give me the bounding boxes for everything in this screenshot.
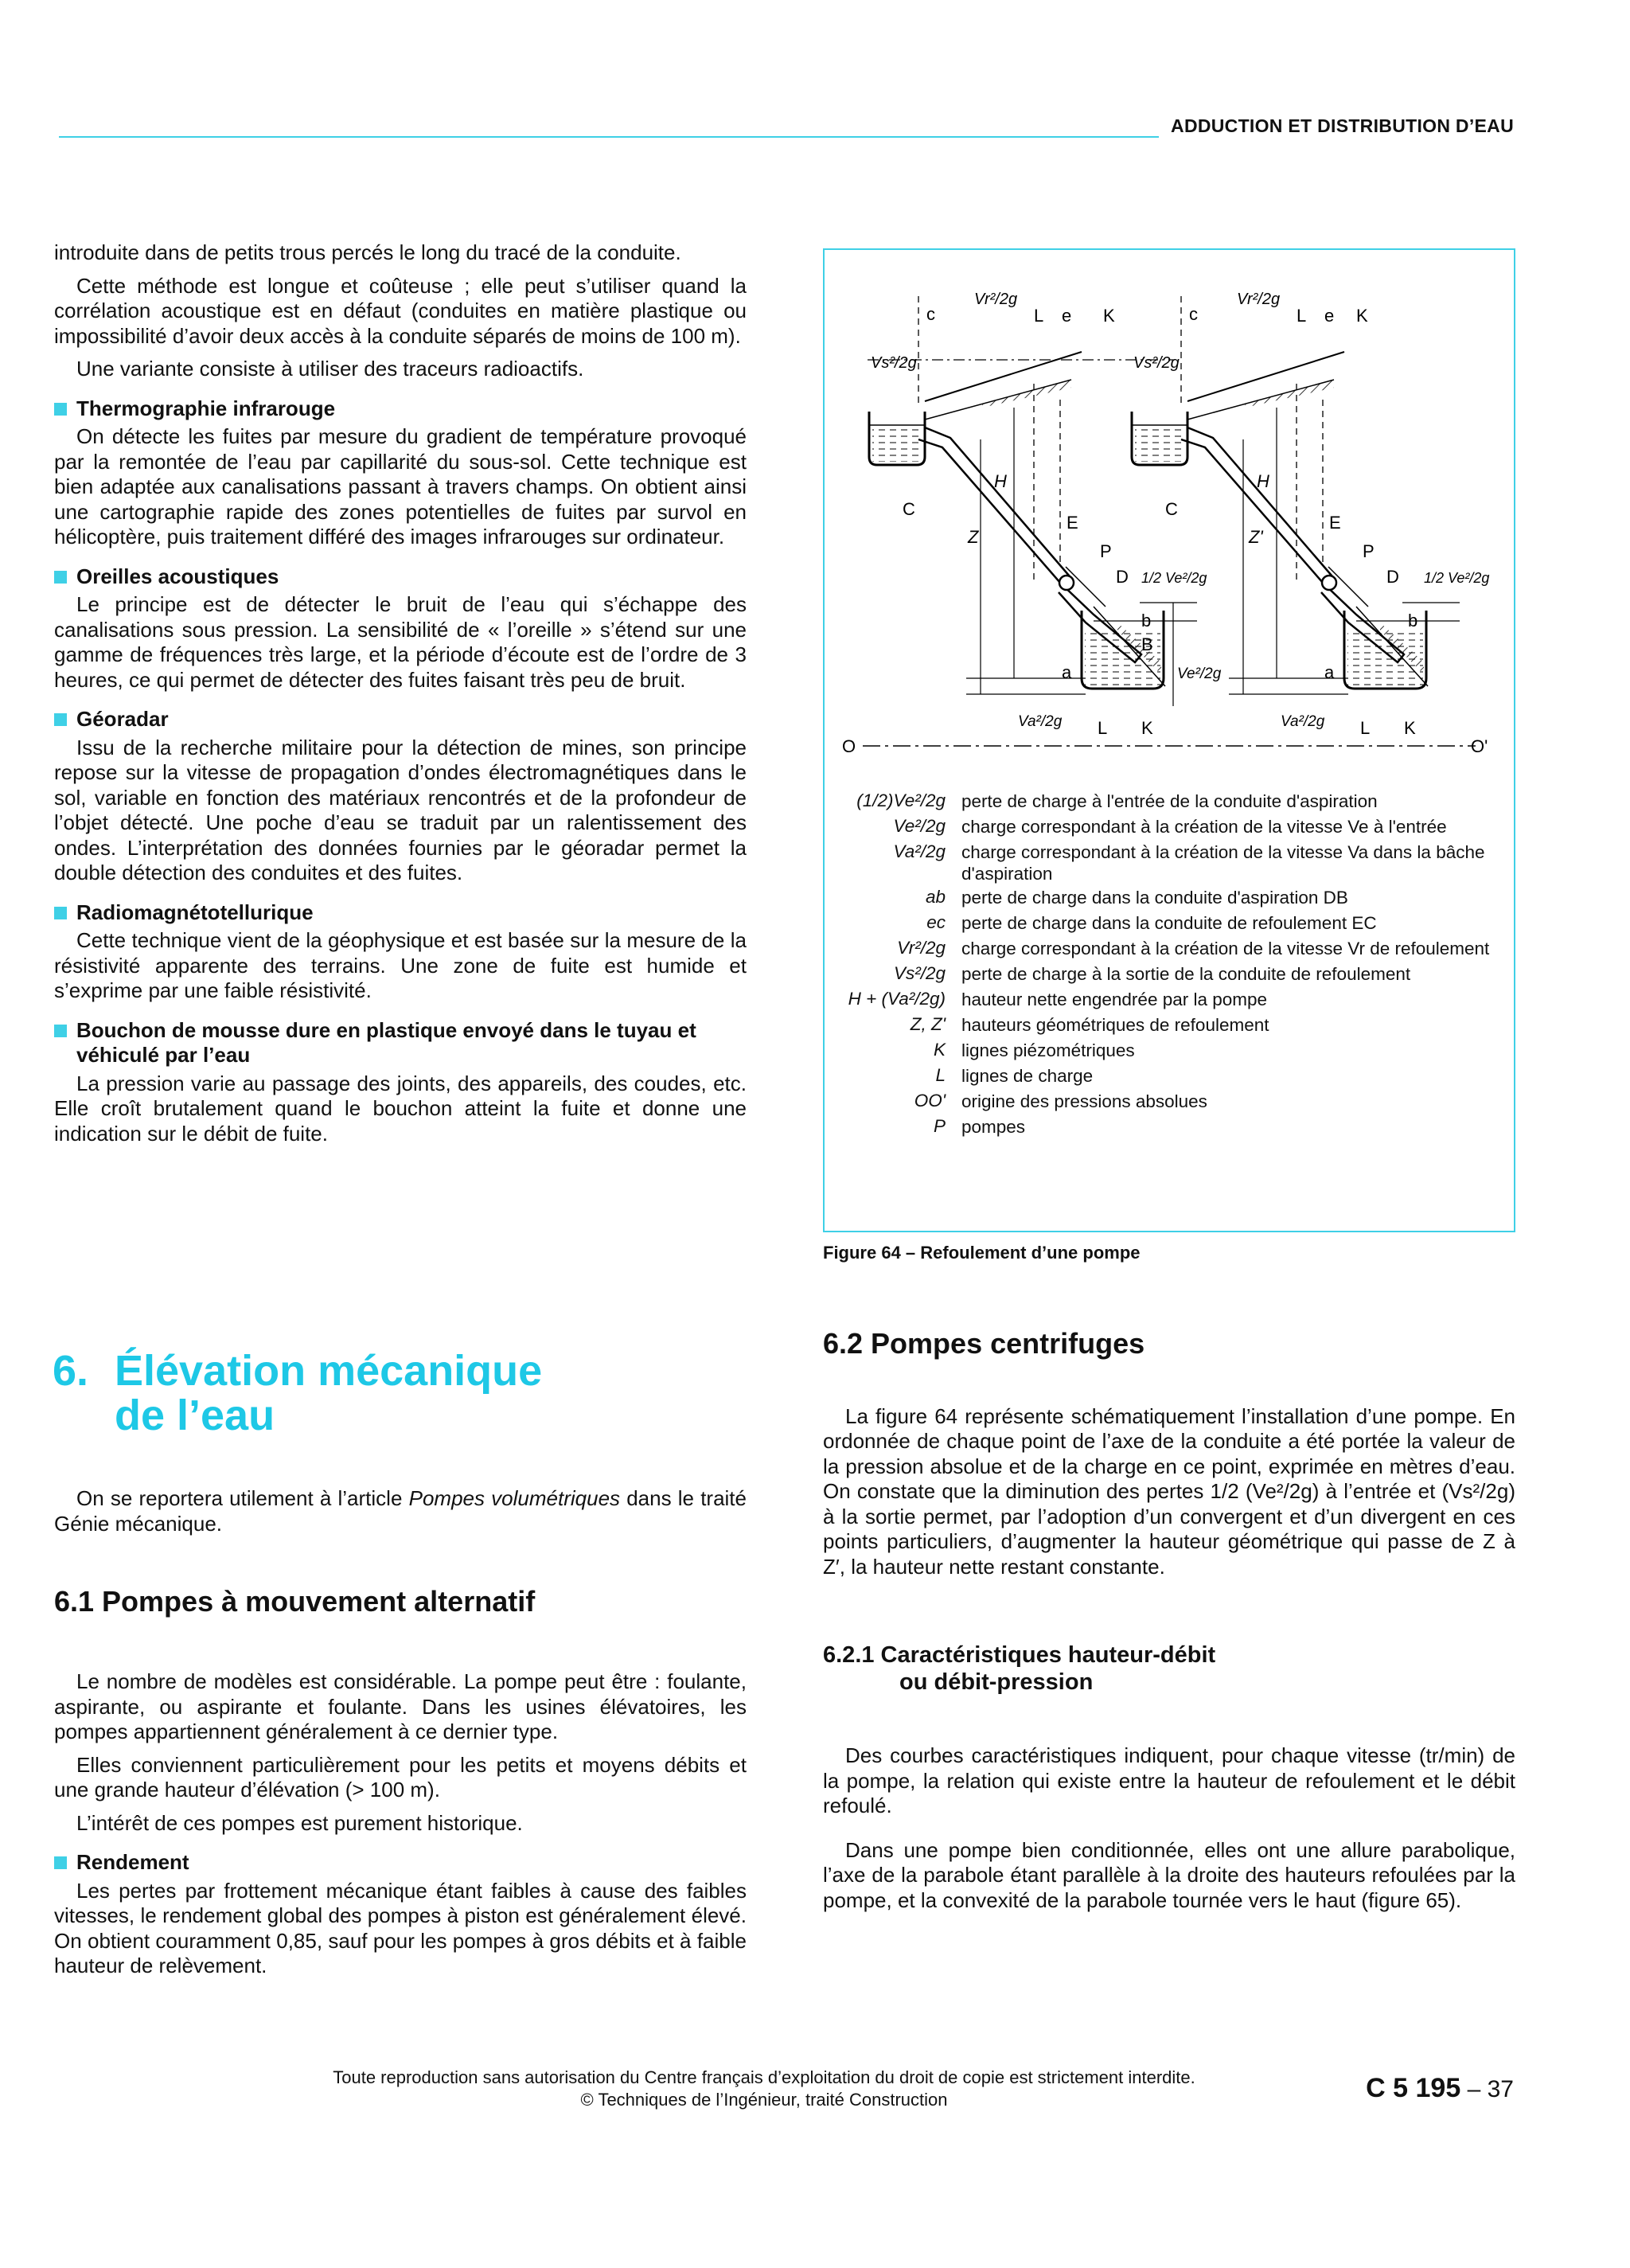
legend-description: lignes de charge <box>961 1066 1094 1086</box>
page-reference: C 5 195 – 37 <box>1366 2073 1514 2103</box>
bullet-heading: Thermographie infrarouge <box>54 396 747 422</box>
svg-text:Va²/2g: Va²/2g <box>1281 713 1325 730</box>
svg-text:K: K <box>1141 718 1153 738</box>
legend-row <box>828 935 1504 961</box>
legend-symbol: Vs²/2g <box>893 963 946 983</box>
paragraph: Cette méthode est longue et coûteuse ; elle peut s’utiliser quand la corrélation acoustique est en défaut (conduites en matière plastique ou impossibilité d’avoir deux accès à la conduite séparés de moins de 100 m). <box>54 273 747 348</box>
pump-diagram <box>823 248 1515 790</box>
svg-text:K: K <box>1103 306 1115 326</box>
legend-description: charge correspondant à la création de la vitesse Ve à l'entrée <box>961 817 1447 837</box>
paragraph: La pression varie au passage des joints, des appareils, des coudes, etc. Elle croît brutalement quand le bouchon atteint la fuite et donne une indication sur le débit de fuite. <box>54 1071 747 1146</box>
legend-row <box>828 910 1504 935</box>
paragraph: Issu de la recherche militaire pour la détection de mines, son principe repose sur la vitesse de propagation d’ondes électromagnétiques dans le sol, variable en fonction des matériaux rencontrés et de la profondeur de l’objet détecté. Une poche d’eau se traduit par un ralentissement des ondes. L’interprétation des données fournies par le géoradar permet la double détection des conduites et des fuites. <box>54 735 747 884</box>
svg-text:D: D <box>1116 567 1129 587</box>
subsection-heading-line2: ou débit-pression <box>899 1669 1094 1695</box>
paragraph: introduite dans de petits trous percés le long du tracé de la conduite. <box>54 240 681 264</box>
svg-text:Vr²/2g: Vr²/2g <box>1237 291 1281 308</box>
svg-text:b: b <box>1408 611 1418 630</box>
bullet-square-icon <box>54 1856 67 1869</box>
section-6-1 <box>54 1585 747 1618</box>
legend-row <box>828 1114 1504 1139</box>
bullet-square-icon <box>54 907 67 919</box>
legend-symbol: ab <box>925 887 946 907</box>
figure-legend <box>828 788 1504 1139</box>
svg-text:Z: Z <box>968 527 979 547</box>
legend-description: pompes <box>961 1117 1026 1137</box>
svg-text:1/2 Ve²/2g: 1/2 Ve²/2g <box>1141 570 1207 586</box>
legend-row <box>828 1063 1504 1088</box>
paragraph: Le nombre de modèles est considérable. La pompe peut être : foulante, aspirante, ou aspirante et foulante. Dans les usines élévatoires, les pompes appartiennent généralement à ce dernier type. <box>54 1669 747 1743</box>
copyright-footer: Toute reproduction sans autorisation du Centre français d’exploitation du droit de copie est strictement interdite. © Techniques de l’Ingénieur, traité Construction <box>333 2067 1195 2110</box>
svg-text:c: c <box>926 304 935 324</box>
paragraph: On détecte les fuites par mesure du gradient de température provoqué par la remontée de l’eau par capillarité du sous-sol. Cette technique est bien adaptée aux canalisations passant à travers champs. On obtient ainsi une cartographie rapide des zones potentielles de fuites par survol en hélicoptère, puis traitement différé des images infrarouges sur ordinateur. <box>54 424 747 548</box>
legend-symbol: (1/2)Ve²/2g <box>856 790 946 810</box>
bullet-square-icon <box>54 713 67 726</box>
svg-text:Vs²/2g: Vs²/2g <box>871 354 917 372</box>
legend-description: hauteur nette engendrée par la pompe <box>961 990 1268 1009</box>
chapter-title <box>53 1349 542 1438</box>
legend-description: perte de charge dans la conduite de refoulement EC <box>961 913 1377 933</box>
svg-text:P: P <box>1363 541 1375 561</box>
running-header: ADDUCTION ET DISTRIBUTION D’EAU <box>1171 115 1514 136</box>
legend-description: hauteurs géométriques de refoulement <box>961 1015 1269 1035</box>
legend-row <box>828 1088 1504 1114</box>
legend-row <box>828 884 1504 910</box>
section-heading: 6.2 Pompes centrifuges <box>823 1327 1145 1360</box>
chapter-title-line1: Élévation mécanique <box>115 1347 543 1395</box>
svg-text:E: E <box>1067 513 1078 533</box>
svg-text:Z': Z' <box>1249 527 1263 547</box>
bullet-heading: Rendement <box>54 1850 747 1876</box>
legend-description: perte de charge à la sortie de la conduite de refoulement <box>961 964 1411 984</box>
bullet-heading: Géoradar <box>54 707 747 732</box>
header-rule <box>59 136 1159 138</box>
legend-symbol: H + (Va²/2g) <box>848 989 946 1009</box>
legend-symbol: Ve²/2g <box>893 816 946 836</box>
svg-text:Vr²/2g: Vr²/2g <box>974 291 1018 308</box>
legend-symbol: Vr²/2g <box>897 938 946 958</box>
legend-symbol: OO' <box>914 1091 946 1111</box>
svg-text:D: D <box>1386 567 1399 587</box>
figure-caption: Figure 64 – Refoulement d’une pompe <box>823 1243 1141 1263</box>
svg-text:B: B <box>1141 634 1153 654</box>
svg-text:L: L <box>1098 718 1108 738</box>
left-column <box>54 240 747 1154</box>
svg-text:1/2 Ve²/2g: 1/2 Ve²/2g <box>1424 570 1490 586</box>
legend-symbol: L <box>935 1065 946 1085</box>
subsection-heading: 6.2.1 Caractéristiques hauteur-débit <box>823 1642 1216 1668</box>
paragraph: Cette technique vient de la géophysique et est basée sur la mesure de la résistivité apparente des terrains. Une zone de fuite est humide et s’exprime par une faible résistivité. <box>54 928 747 1002</box>
bullet-heading: Radiomagnétotellurique <box>54 900 747 926</box>
svg-text:H: H <box>994 471 1007 491</box>
label-O: O <box>842 736 856 756</box>
svg-text:b: b <box>1141 611 1152 630</box>
svg-text:a: a <box>1062 662 1072 682</box>
svg-text:K: K <box>1404 718 1416 738</box>
right-column <box>823 1327 1515 1921</box>
paragraph: L’intérêt de ces pompes est purement historique. <box>76 1810 523 1835</box>
legend-description: lignes piézométriques <box>961 1040 1135 1060</box>
bullet-heading: Bouchon de mousse dure en plastique envoyé dans le tuyau et véhiculé par l’eau <box>54 1018 747 1068</box>
legend-description: perte de charge à l'entrée de la conduite d'aspiration <box>961 791 1378 811</box>
legend-description: perte de charge dans la conduite d'aspiration DB <box>961 888 1348 908</box>
paragraph: On se reportera utilement à l’article Pompes volumétriques dans le traité Génie mécanique. <box>54 1486 747 1536</box>
legend-symbol: P <box>933 1116 946 1136</box>
legend-row <box>828 961 1504 986</box>
svg-text:Ve²/2g: Ve²/2g <box>1177 666 1222 682</box>
paragraph: Dans une pompe bien conditionnée, elles ont une allure parabolique, l’axe de la parabole étant parallèle à la droite des hauteurs refoulées par la pompe, et la convexité de la parabole tournée vers le haut (figure 65). <box>823 1837 1515 1912</box>
svg-text:H: H <box>1257 471 1269 491</box>
svg-text:a: a <box>1324 662 1335 682</box>
legend-row <box>828 1037 1504 1063</box>
legend-symbol: Va²/2g <box>893 841 946 861</box>
paragraph: Des courbes caractéristiques indiquent, pour chaque vitesse (tr/min) de la pompe, la relation qui existe entre la hauteur de refoulement et le débit refoulé. <box>823 1743 1515 1817</box>
svg-text:Vs²/2g: Vs²/2g <box>1133 354 1180 372</box>
legend-symbol: K <box>933 1040 946 1060</box>
legend-symbol: ec <box>926 912 946 932</box>
svg-text:Va²/2g: Va²/2g <box>1018 713 1063 730</box>
legend-row <box>828 814 1504 839</box>
legend-row <box>828 839 1504 884</box>
chapter-title-line2: de l’eau <box>115 1392 275 1439</box>
chapter-intro <box>54 1486 747 1544</box>
label-O-prime: O' <box>1471 736 1488 756</box>
svg-text:c: c <box>1189 304 1198 324</box>
section-heading: 6.1 Pompes à mouvement alternatif <box>54 1585 536 1618</box>
legend-row <box>828 1012 1504 1037</box>
paragraph: La figure 64 représente schématiquement l’installation d’une pompe. En ordonnée de chaque point de l’axe de la conduite a été portée la valeur de la pression absolue et de la charge en ce point, exprimée en mètres d’eau. On constate que la diminution des pertes 1/2 (Ve²/2g) à l’entrée et (Vs²/2g) à la sortie permet, par l’adoption d’un convergent et d’un divergent en ces points particuliers, d’augmenter la hauteur géométrique qui passe de Z à Z′, la hauteur nette restant constante. <box>823 1403 1515 1579</box>
svg-text:e: e <box>1062 306 1072 326</box>
svg-text:C: C <box>903 499 915 519</box>
chapter-number: 6. <box>53 1347 89 1395</box>
bullet-heading: Oreilles acoustiques <box>54 564 747 590</box>
bullet-square-icon <box>54 571 67 584</box>
svg-text:E: E <box>1329 513 1341 533</box>
svg-text:K: K <box>1356 306 1368 326</box>
legend-row <box>828 986 1504 1012</box>
paragraph: Elles conviennent particulièrement pour les petits et moyens débits et une grande hauteur d’élévation (> 100 m). <box>54 1752 747 1802</box>
legend-symbol: Z, Z' <box>910 1014 946 1034</box>
legend-description: charge correspondant à la création de la vitesse Va dans la bâche d'aspiration <box>961 842 1485 884</box>
bullet-square-icon <box>54 1025 67 1037</box>
paragraph: Une variante consiste à utiliser des traceurs radioactifs. <box>76 357 584 381</box>
svg-text:P: P <box>1100 541 1112 561</box>
svg-text:e: e <box>1324 306 1335 326</box>
paragraph: Les pertes par frottement mécanique étant faibles à cause des faibles vitesses, le rendement global des pompes à piston est généralement élevé. On obtient couramment 0,85, sauf pour les pompes à gros débits et à faible hauteur de relèvement. <box>54 1878 747 1977</box>
svg-text:L: L <box>1297 306 1307 326</box>
section-6-1-body <box>54 1669 747 1987</box>
svg-text:L: L <box>1034 306 1044 326</box>
svg-text:C: C <box>1165 499 1178 519</box>
legend-description: charge correspondant à la création de la vitesse Vr de refoulement <box>961 939 1490 958</box>
paragraph: Le principe est de détecter le bruit de l’eau qui s’échappe des canalisations sous pression. La sensibilité de « l’oreille » s’étend sur une gamme de fréquences très large, et la période d’écoute est de l’ordre de 3 heures, ce qui permet de détecter des fuites faisant très peu de bruit. <box>54 592 747 692</box>
bullet-square-icon <box>54 403 67 416</box>
svg-text:L: L <box>1360 718 1371 738</box>
legend-description: origine des pressions absolues <box>961 1091 1207 1111</box>
legend-row <box>828 788 1504 814</box>
